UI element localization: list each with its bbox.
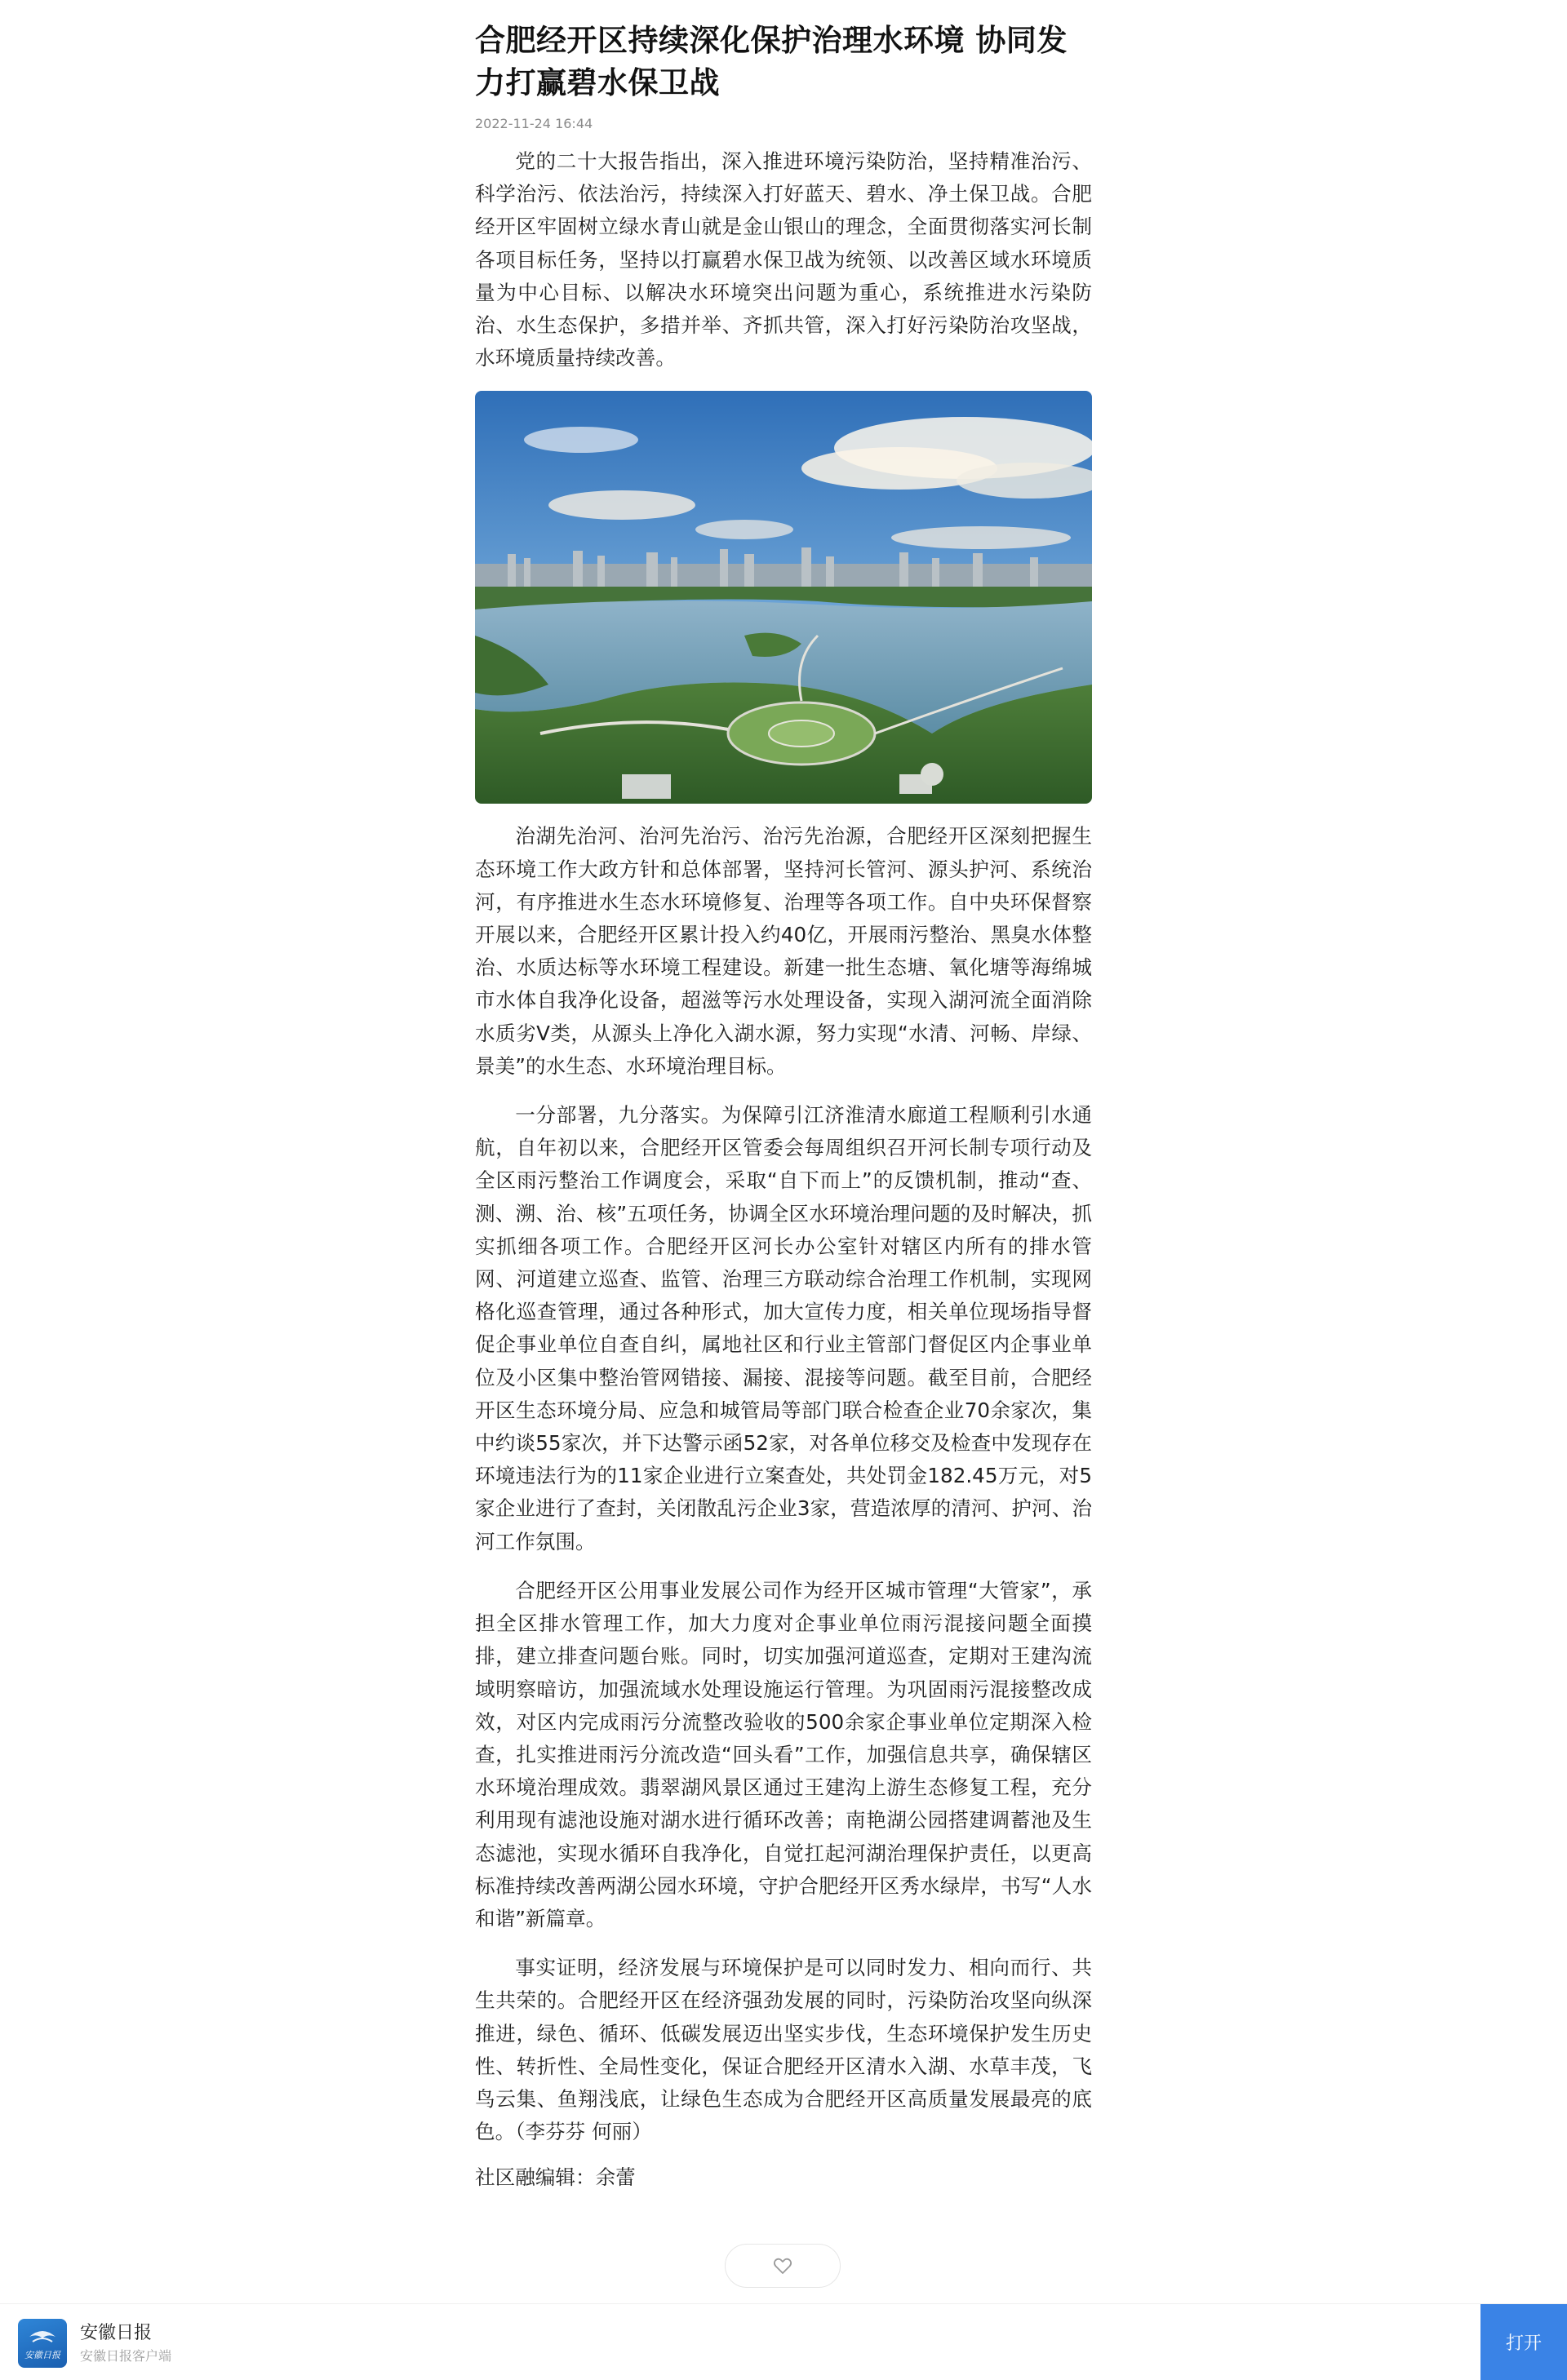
open-app-button[interactable]: 打开 — [1480, 2304, 1567, 2380]
editor-credit: 社区融编辑：余蕾 — [475, 2165, 636, 2190]
app-download-bar — [0, 2303, 1567, 2379]
article-title: 合肥经开区持续深化保护治理水环境 协同发力打赢碧水保卫战 — [475, 23, 1068, 100]
article-photo — [475, 391, 1092, 804]
like-button[interactable] — [725, 2244, 841, 2288]
lake-aerial-photo — [475, 391, 1092, 804]
heart-icon — [773, 2257, 792, 2275]
article — [475, 20, 1092, 2194]
app-name: 安徽日报 — [80, 2323, 153, 2343]
app-subtitle: 安徽日报客户端 — [80, 2348, 172, 2364]
svg-text:安徽日报: 安徽日报 — [24, 2350, 60, 2360]
publish-date: 2022-11-24 16:44 — [475, 116, 593, 131]
anhui-daily-logo-icon — [18, 2319, 67, 2368]
article-paragraph-5: 事实证明，经济发展与环境保护是可以同时发力、相向而行、共生共荣的。合肥经开区在经济强劲发展的同时，污染防治攻坚向纵深推进，绿色、循环、低碳发展迈出坚实步伐，生态环境保护发生历史性、转折性、全局性变化，保证合肥经开区清水入湖、水草丰茂，飞鸟云集、鱼翔浅底，让绿色生态成为合肥经开区高质量发展最亮的底色。（李芬芬 何丽） — [475, 1956, 1092, 2144]
article-paragraph-2: 治湖先治河、治河先治污、治污先治源，合肥经开区深刻把握生态环境工作大政方针和总体部署，坚持河长管河、源头护河、系统治河，有序推进水生态水环境修复、治理等各项工作。自中央环保督察开展以来，合肥经开区累计投入约40亿，开展雨污整治、黑臭水体整治、水质达标等水环境工程建设。新建一批生态塘、氧化塘等海绵城市水体自我净化设备，超滋等污水处理设备，实现入湖河流全面消除水质劣Ⅴ类，从源头上净化入湖水源，努力实现“水清、河畅、岸绿、景美”的水生态、水环境治理目标。 — [475, 824, 1092, 1078]
article-paragraph-3: 一分部署，九分落实。为保障引江济淮清水廊道工程顺利引水通航，自年初以来，合肥经开区管委会每周组织召开河长制专项行动及全区雨污整治工作调度会，采取“自下而上”的反馈机制，推动“查、测、溯、治、核”五项任务，协调全区水环境治理问题的及时解决，抓实抓细各项工作。合肥经开区河长办公室针对辖区内所有的排水管网、河道建立巡查、监管、治理三方联动综合治理工作机制，实现网格化巡查管理，通过各种形式，加大宣传力度，相关单位现场指导督促企事业单位自查自纠，属地社区和行业主管部门督促区内企事业单位及小区集中整治管网错接、漏接、混接等问题。截至目前，合肥经开区生态环境分局、应急和城管局等部门联合检查企业70余家次，集中约谈55家次，并下达警示函52家，对各单位移交及检查中发现存在环境违法行为的11家企业进行立案查处，共处罚金182.45万元，对5家企业进行了查封，关闭散乱污企业3家，营造浓厚的清河、护河、治河工作氛围。 — [475, 1103, 1092, 1553]
article-paragraph-1: 党的二十大报告指出，深入推进环境污染防治，坚持精准治污、科学治污、依法治污，持续深入打好蓝天、碧水、净土保卫战。合肥经开区牢固树立绿水青山就是金山银山的理念，全面贯彻落实河长制各项目标任务，坚持以打赢碧水保卫战为统领、以改善区域水环境质量为中心目标、以解决水环境突出问题为重心，系统推进水污染防治、水生态保护，多措并举、齐抓共管，深入打好污染防治攻坚战，水环境质量持续改善。 — [475, 149, 1092, 370]
article-paragraph-4: 合肥经开区公用事业发展公司作为经开区城市管理“大管家”，承担全区排水管理工作，加大力度对企事业单位雨污混接问题全面摸排，建立排查问题台账。同时，切实加强河道巡查，定期对王建沟流域明察暗访，加强流域水处理设施运行管理。为巩固雨污混接整改成效，对区内完成雨污分流整改验收的500余家企事业单位定期深入检查，扎实推进雨污分流改造“回头看”工作，加强信息共享，确保辖区水环境治理成效。翡翠湖风景区通过王建沟上游生态修复工程，充分利用现有滤池设施对湖水进行循环改善；南艳湖公园搭建调蓄池及生态滤池，实现水循环自我净化，自觉扛起河湖治理保护责任，以更高标准持续改善两湖公园水环境，守护合肥经开区秀水绿岸，书写“人水和谐”新篇章。 — [475, 1578, 1092, 1930]
